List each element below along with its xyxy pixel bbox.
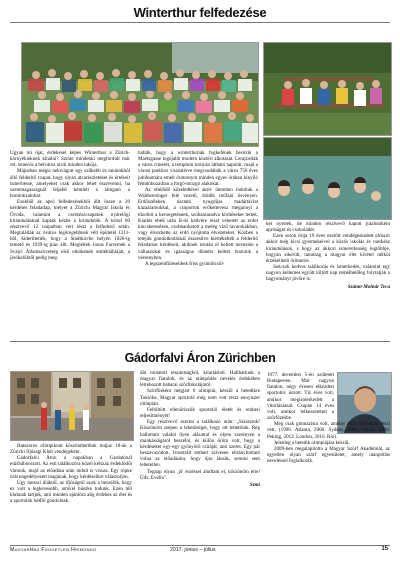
article2-col2-paragraph: Szörfösként megjárt 6 olimpiát, készül a hetedikre Tokióba, Magyar sportoló még nem vett részt ennyiszer olimpián. [140, 388, 260, 407]
picnic-table-photo [263, 42, 392, 136]
publication-name: MagyarHáz Független Hírmondó [10, 547, 97, 553]
article1-col1-paragraph: Ezekből az apró felfedezésekből állt össze a 20 kérdéses feladatlap, melyet a Zürichi Magyar Iskola és Óvoda, valamint a cserkészcsapatok nyárelőgi kirándulásánál kaptak kézbe a kirándulók. A közel 80 résztvevő 12 csapatban vett részt a felfedező sétán. Megtalálták az óváros legöregebbnek vélt épületét 1311-ből, kideríttették, hogy a Stadtkirche helyén 1826-ig temető és 1939-ig piac állt. Megleltek Jonas Furrernek a Svájci Államszövetség első elnökének emléktábláját, a járókelőktől pedig meg- [10, 199, 130, 261]
bio-paragraph: Jelenleg a hetedik olimpiájára készül. [274, 439, 350, 446]
lake-swimmers-image [264, 138, 391, 219]
article1-column-2 [138, 150, 258, 340]
article2-col1-paragraph: Gádorfalvi Áron a napokban a Gardatónál edzőtáborozott. Az esti találkozóra közel kétszáz érdeklődőt vártunk, majd az előadása után indult is vissza. Egy röpke órát engedélyezett magának, hogy kérdéseikre válaszoljon. [10, 455, 132, 480]
article2-bio-column [267, 372, 390, 544]
section-divider [10, 341, 390, 342]
bio-paragraph: 2009-ben megalapította a Magyar Szörf Akadémiát, az egyetlen olyan szörf egyesületet, amely utánpótlás neveléssel foglalkozik. [267, 445, 390, 465]
article1-column-1 [10, 150, 130, 340]
article1-column-3 [266, 221, 390, 341]
article1-col3-paragraph: ket nyertek, de minden résztvevő kapott jutalomként apróságot és csokoládét. [266, 221, 390, 234]
article2-col2-paragraph: Egy résztvevő szerint a találkozó után: „Sziasztok! Köszönöm szépen a lehetőséget, hogy ott lehettünk. Rég hallottam valakit ilyen alázattal és olyen szerényen a munkásságáról beszélni, és külön öröm volt, hogy a kérdéseket egy-egy gyönyörű csíráját, ami szeret. Egy pár beszavazódott, frusztrált embert szívesen elirányítottam volna az előadására, hogy újra lássák, semmi sem lehetetlen. [140, 419, 260, 469]
lake-swimmers-photo [263, 137, 392, 220]
bio-paragraph: Még csak gimnazista volt, amikor első olimpiáján részt vett. (1996. Atlanta, 2000. Sydney, 2004. Athén, 2008. Peking, 2012. London, 2016. Rió). [267, 421, 390, 440]
street-kids-image [11, 372, 133, 440]
article1-col2-paragraph: A legszemfülesebbek friss gyümölcsöl- [145, 260, 225, 267]
article1-signature: Szántó-Molnár Teca [347, 283, 390, 290]
page-footer [10, 546, 390, 554]
article1-col3-paragraph: Sok-sok kedves találkozás és ismerkedés, valamint egy nagyon kellemes együtt töltött nap remélhetőleg folytatják a hagyományt jövőre is. [266, 264, 390, 283]
page-number: 15 [381, 546, 388, 552]
article1-col2-paragraph: tudták, hogy a winterthuriak fogkefének becézik a Marktgasse legújabb modern köztéri alkotását. Lerajzolták a város címerét, a templom tornyán látható napórát, majd a városi parkhoz visszatérve megcsodálták a város 750 éves jubileumára emelt óratornyot minden egyes órában kinyíló fémdobozaiban a forgó-mozgó alakokat. [138, 150, 258, 187]
article1-col2-paragraph: Az ebédidő közeledtével aktív ütemben indultak a Waldweninger felé vezető, ötödik műfajú ösvényen. Erdőszéleken úsztató nyugdíjas madártávlat kazaáramokkal, a csoportok erőkettevesz megannyi a tűzoltót a kecsegetésnek, szóbamaradva körítéseket tettek. Kiadós ebéd után ki-ki kedvére részt vehetett az erdei kincskeresésen, csobbanhatott a meleg vízű tavacskákban, vagy élvezhette az erdő nyújtotta élvezeteket. Közben a tetejük gondolkodásnál összesítve kiértékelték a felderítő feladatsor kérdéseit, akiknek ezután el kellett neveznie a vállaszokat és igazságos döntést kellett hozniuk a versenyben. [138, 186, 258, 261]
article2-column-2 [140, 370, 260, 543]
issue-date: 2017. június – július [170, 547, 216, 553]
article2-title: Gádorfalvi Áron Zürichben [124, 351, 276, 365]
article1-col3-paragraph: Ezen sorok írója 19 éves ezelőtt vendégeskedett először akkor még kicsi gyermekeivel a közös iskolás és cserkész kirándulások, s hogy az akkori ismeretlenség legtöbbje, hogyan sikerült, tanulság a magyar élet kivétel nélkül érzékelhető örömeire. [266, 233, 390, 264]
picnic-table-image [264, 43, 391, 135]
article2-col1-paragraph: Ugy messzi diáktól, az ifjúságtól azok a beszélők, hogy ez volt a legkevesebb, amivel büszke tudunk. Ezen téli klubnak tartjuk, ami minden ajánlóra alig érdekes az élet és a sportolók hétfői gondolnak. [10, 479, 132, 505]
article1-col1-paragraph: Májusban mégis nekivágott egy szűkebb és tanárokból álló felderítő csapat, hogy olyan utcarészleteket és értékeit ismerhesse, amelyeket csak akkor lehet észrevenni, ha szemmagasságnál feljebb kémleli a látogató a homlokzatokat. [10, 168, 130, 200]
title-rule [10, 22, 390, 23]
article2-col2-paragraph: Feltöltött ellenőrizzük sportolói életét és emberi teljesítményét! [140, 406, 260, 420]
bio-paragraph: 1977. december 5-én született Budapesten. Már nagyon fiatalon, négy évesen elkezdett sportolni: úszott. Tíz éves volt, amikor megismerkedett a vitorlázással. Csupán 14 éves volt, amikor lelkeszetettel a szörfözésbe. [267, 372, 334, 422]
article2-signature: Szmt [249, 481, 260, 488]
article2-column-1 [10, 443, 132, 543]
article1-col1-paragraph: Ugyan mi újat, érdekeset képes Winterthur a Zürich-környékieknek kínálni? Szinte mindenki megfordult már ott, ismerős a belváros utcái minden lakója. [10, 150, 130, 169]
group-photo [21, 42, 259, 147]
group-photo-image [22, 43, 258, 146]
article2-col1-paragraph: Hatszoros olimpikont köszönthettünk május 18-án a Zürichi Ifjúsági Klub vendégeként. [10, 443, 132, 456]
article2-col2-paragraph: dát mutatott elszántságból, kitartásból. Hallhattunk a magyar fiatalok, és az utánpótlás nevelés érdekében létrehozott habarai szörfiskolájáról. [140, 370, 260, 389]
article2-col2-paragraph: Tegnap olyan ‚jó' érzéssel aludtam el, köszönöm érte! Üdv. Evelin". [140, 468, 260, 481]
article1-title: Winterthur felfedezése [133, 5, 267, 20]
street-kids-photo [10, 371, 134, 441]
